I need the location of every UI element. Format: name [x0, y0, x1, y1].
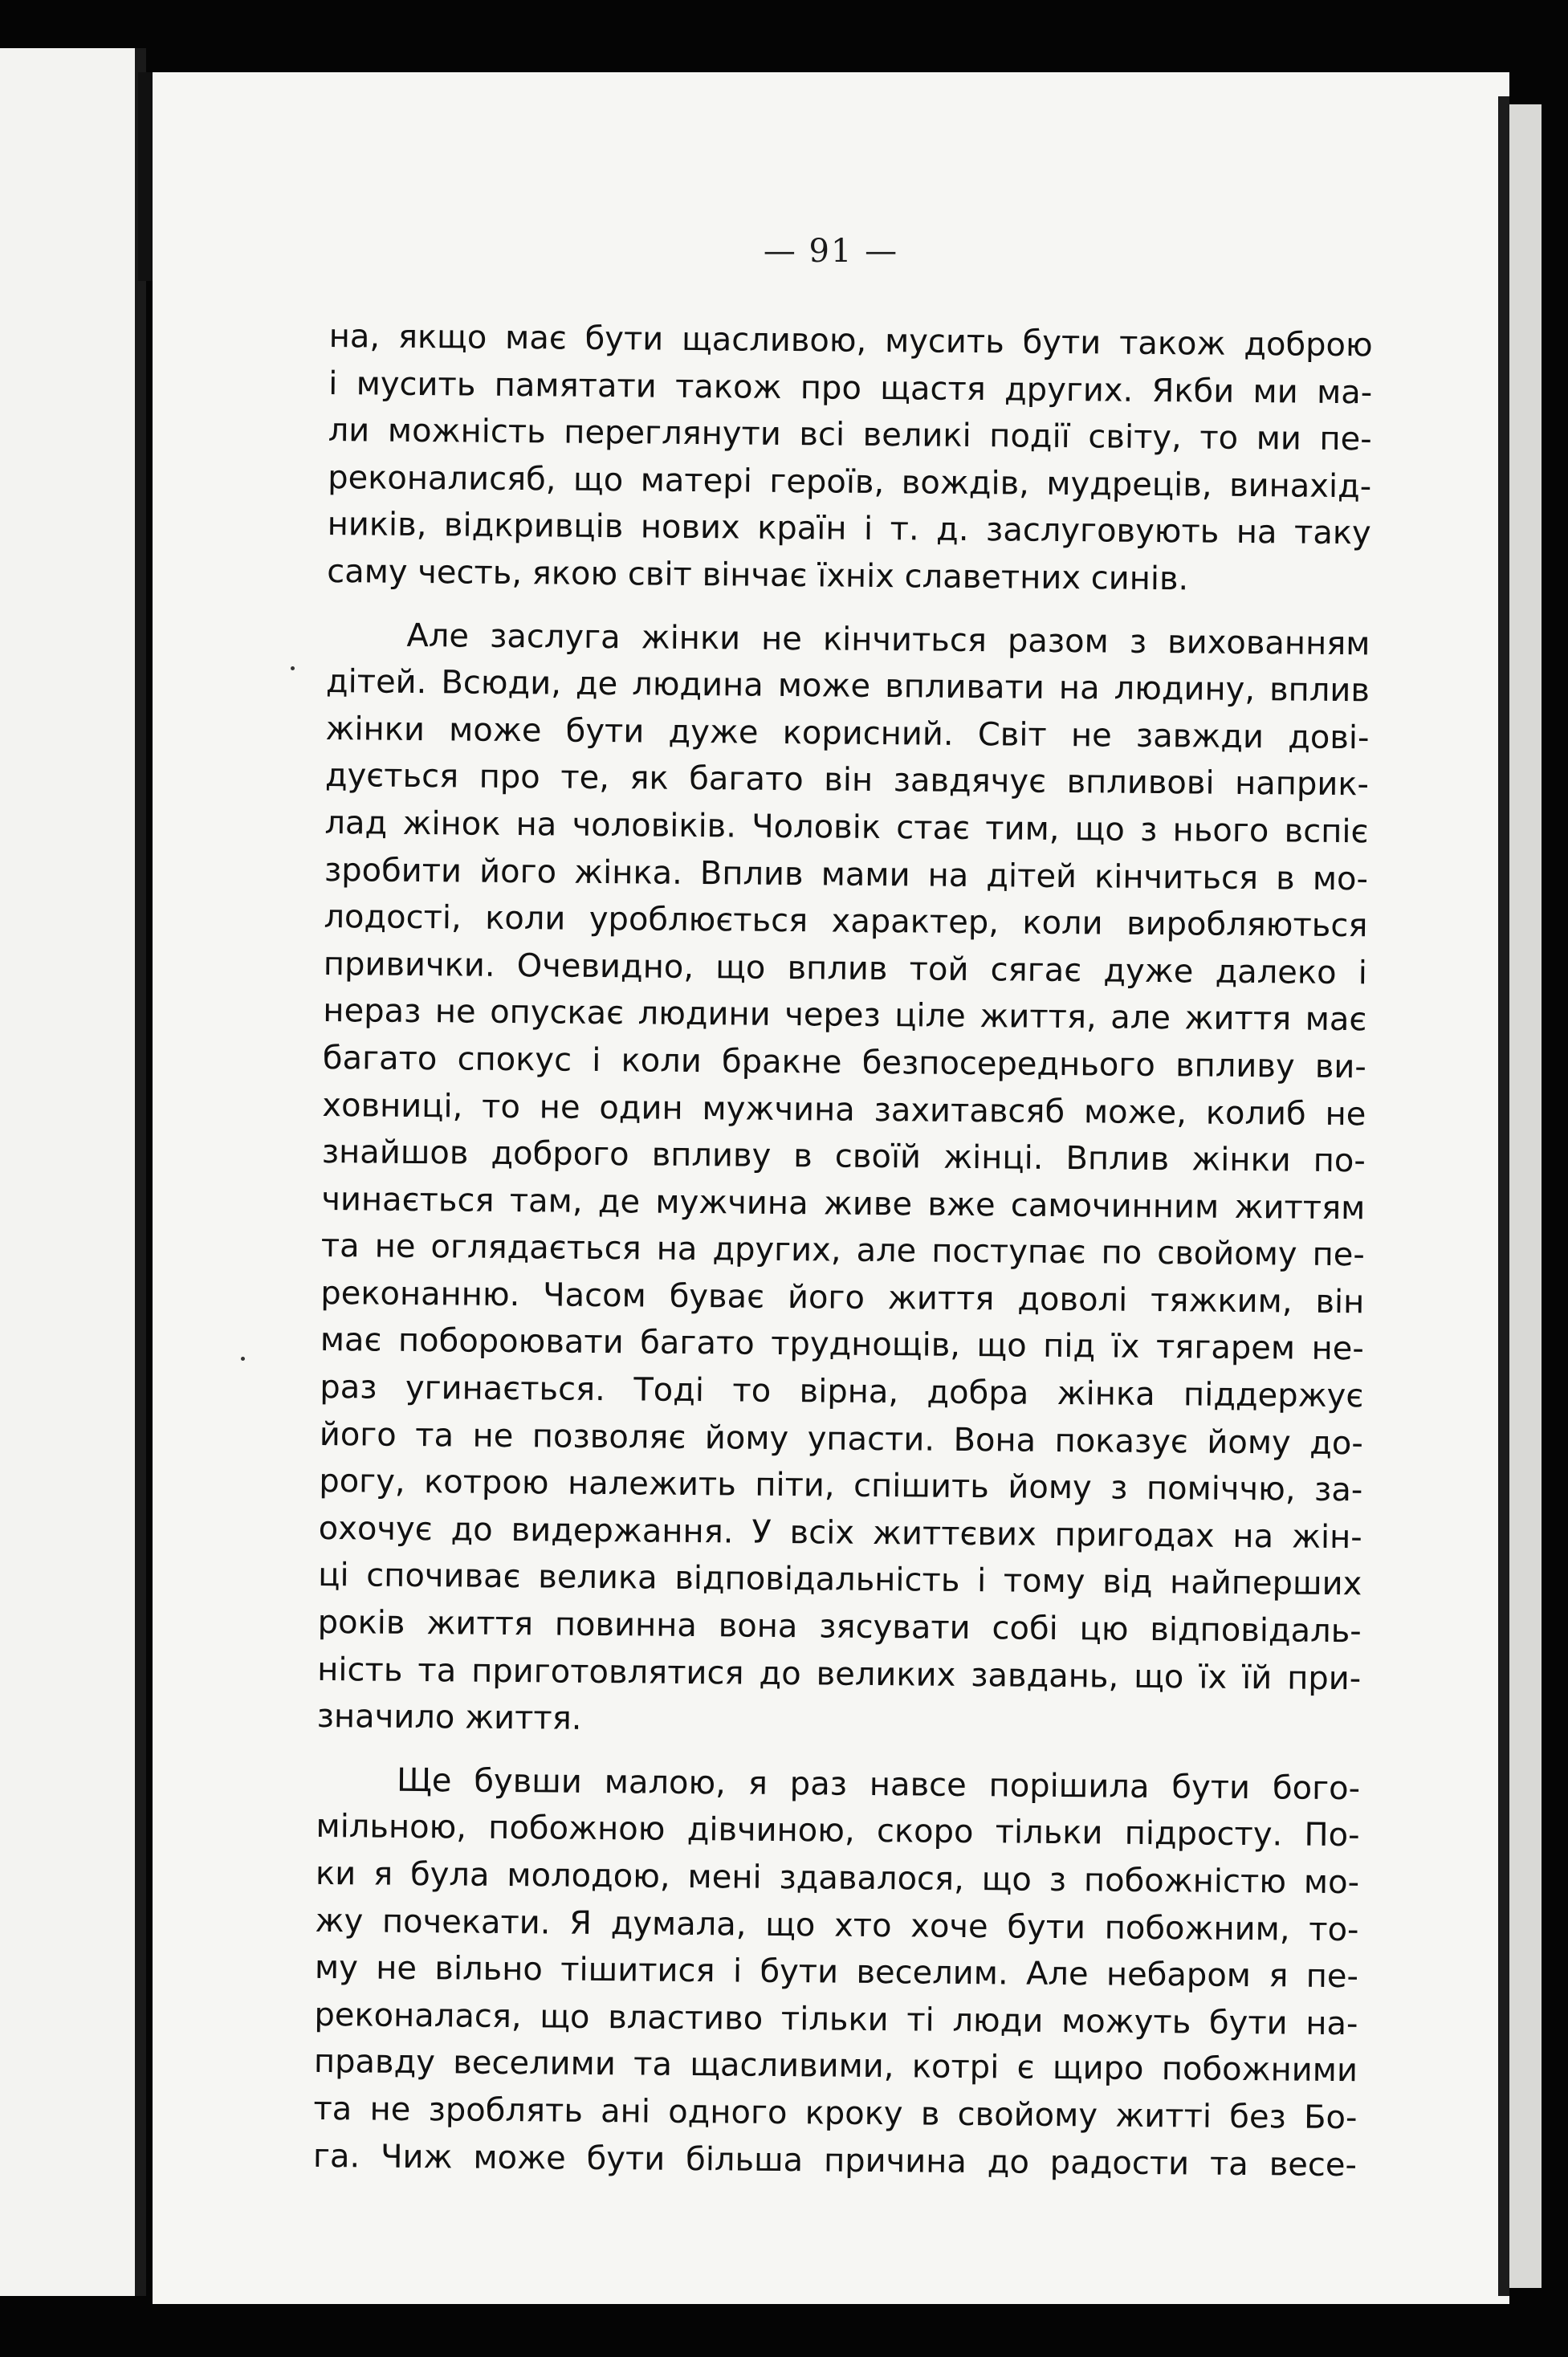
text-line: га. Чиж може бути більша причина до радости та весе-	[312, 2137, 1358, 2184]
text-line: дітей. Всюди, де людина може впливати на людину, вплив	[325, 663, 1370, 710]
ink-speck	[291, 666, 295, 670]
text-line: років життя повинна вона зясувати собі цю відповідаль-	[317, 1603, 1362, 1651]
text-line: чинається там, де мужчина живе вже самочинним життям	[321, 1180, 1366, 1227]
paragraph-2	[316, 612, 1370, 1750]
text-line: жу почекати. Я думала, що хто хоче бути побожним, то-	[315, 1902, 1359, 1948]
text-line: рогу, котрою належить піти, спішить йому з поміччю, за-	[319, 1463, 1363, 1509]
text-line: мільною, побожною дівчиною, скоро тільки підросту. По-	[316, 1808, 1360, 1854]
text-line: значило життя.	[316, 1698, 582, 1738]
text-line: лодості, коли уроблюється характер, коли виробляються	[324, 898, 1368, 945]
text-line: привички. Очевидно, що вплив той сягає дуже далеко і	[323, 945, 1368, 992]
text-line: реконалисяб, що матері героїв, вождів, мудреців, винахід-	[328, 458, 1372, 506]
paragraph-3	[313, 1757, 1361, 2189]
page-edge-shadow	[1498, 96, 1509, 2296]
page-stack-edge	[1509, 104, 1542, 2288]
paragraph-1	[327, 313, 1373, 605]
text-line: ників, відкривців нових країн і т. д. заслуговують на таку	[327, 506, 1371, 552]
facing-page-edge	[0, 48, 138, 2296]
text-line: правду веселими та щасливими, котрі є щиро побожними	[313, 2043, 1358, 2090]
text-line: на, якщо має бути щасливою, мусить бути також доброю	[328, 317, 1373, 364]
book-page	[153, 72, 1509, 2304]
text-line: ли можність переглянути всі великі події світу, то ми пе-	[328, 412, 1372, 458]
text-line: та не оглядається на других, але поступає по свойому пе-	[320, 1227, 1366, 1274]
text-line: ки я була молодою, мені здавалося, що з побожністю мо-	[315, 1854, 1360, 1902]
text-line: раз угинається. Тоді то вірна, добра жінка піддержує	[320, 1369, 1364, 1415]
page-number: — 91 —	[763, 233, 899, 270]
text-line: Ще бувши малою, я раз навсе порішила бути бого-	[396, 1761, 1361, 1808]
text-line: багато спокус і коли бракне безпосереднього впливу ви-	[322, 1039, 1367, 1086]
text-line: Але заслуга жінки не кінчиться разом з вихованням	[406, 617, 1370, 662]
text-line: його та не позволяє йому упасти. Вона показує йому до-	[319, 1415, 1363, 1462]
text-line: має побороювати багато труднощів, що під їх тягарем не-	[320, 1321, 1364, 1368]
text-line: дується про те, як багато він завдячує впливові наприк-	[324, 757, 1370, 804]
text-line: зробити його жінка. Вплив мами на дітей кінчиться в мо-	[324, 851, 1369, 898]
text-line: жінки може бути дуже корисний. Світ не завжди дові-	[325, 710, 1370, 757]
text-line: му не вільно тішитися і бути веселим. Але небаром я пе-	[314, 1949, 1359, 1996]
text-line: і мусить памятати також про щастя других. Якби ми ма-	[328, 364, 1373, 411]
text-line: ховниці, то не один мужчина захитавсяб може, колиб не	[322, 1086, 1366, 1133]
text-line: охочує до видержання. У всіх життєвих пригодах на жін-	[318, 1509, 1362, 1557]
text-line: реконанню. Часом буває його життя доволі тяжким, він	[320, 1274, 1365, 1321]
text-line: ність та приготовлятися до великих завдань, що їх їй при-	[317, 1651, 1362, 1697]
text-line: нераз не опускає людини через ціле життя, але життя має	[323, 992, 1367, 1039]
text-line: та не зроблять ані одного кроку в свойому житті без Бо-	[313, 2090, 1358, 2137]
text-line: лад жінок на чоловіків. Чоловік стає тим, що з нього вспіє	[324, 804, 1369, 851]
text-line: реконалася, що властиво тільки ті люди можуть бути на-	[314, 1996, 1358, 2043]
text-line: ці спочиває велика відповідальність і тому від найперших	[318, 1557, 1362, 1603]
ink-speck	[241, 1357, 245, 1361]
text-line: знайшов доброго впливу в своїй жінці. Вплив жінки по-	[321, 1134, 1366, 1180]
body-text	[313, 313, 1373, 2188]
text-line: саму честь, якою світ вінчає їхніх славетних синів.	[326, 552, 1189, 598]
